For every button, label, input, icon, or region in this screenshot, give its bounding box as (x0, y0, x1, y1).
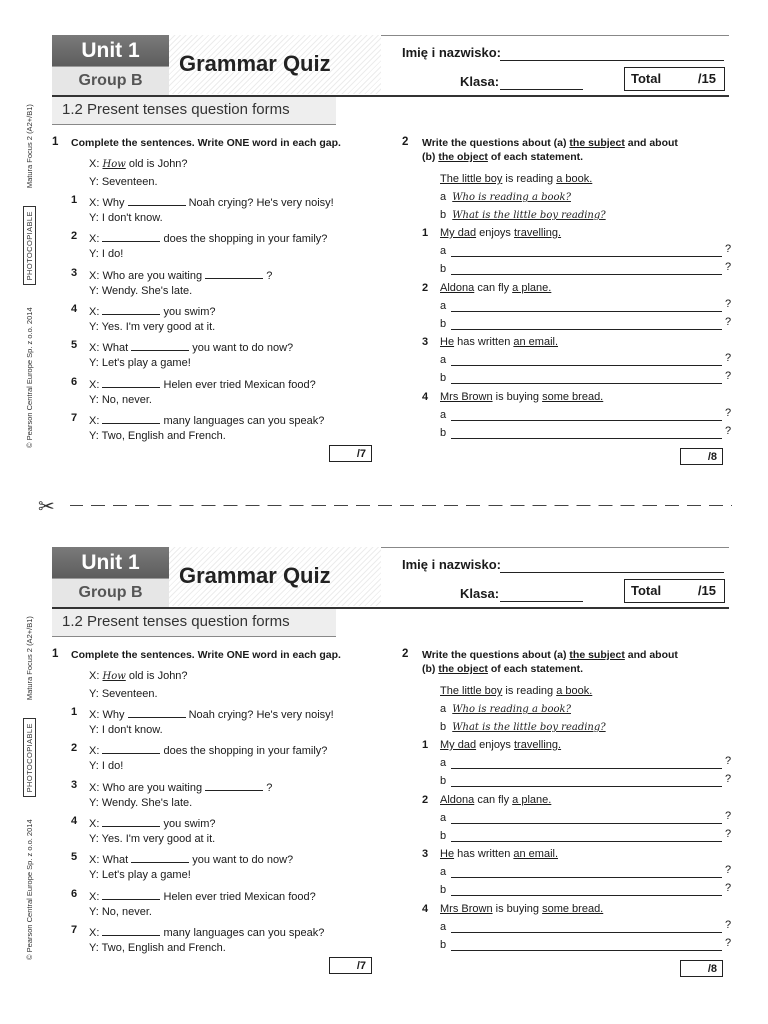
item-number: 1 (422, 227, 429, 239)
book-title: Matura Focus 2 (A2+/B1) (25, 616, 34, 701)
answer-blank[interactable] (102, 303, 160, 315)
question-line: X: Why Noah crying? He's very noisy! (89, 706, 334, 721)
name-label: Imię i nazwisko: (402, 557, 501, 572)
question-label-object: b (440, 263, 447, 275)
item-number: 3 (422, 336, 429, 349)
object-question-field[interactable] (451, 383, 722, 384)
reply-line: Y: I do! (89, 760, 124, 773)
question-mark: ? (725, 297, 732, 310)
question-label-object: b (440, 317, 447, 330)
exercise-2-instruction-line2: (b) the object of each statement. (422, 663, 584, 675)
group-label: Group B (52, 66, 169, 95)
example-statement: The little boy is reading a book. (440, 173, 593, 185)
answer-blank[interactable] (102, 815, 160, 827)
question-label-object: b (440, 884, 447, 897)
question-mark: ? (725, 773, 732, 785)
question-line: X: does the shopping in your family? (89, 742, 327, 757)
item-number: 4 (71, 814, 78, 827)
statement: My dad enjoys travelling. (440, 227, 562, 239)
side-credits (23, 616, 36, 960)
item-number: 2 (422, 793, 429, 806)
reply-line: Y: Two, English and French. (89, 429, 226, 442)
name-field[interactable] (500, 60, 724, 61)
exercise-1-score: /7 (329, 445, 372, 462)
example-statement: The little boy is reading a book. (440, 685, 593, 697)
item-number: 6 (71, 887, 78, 900)
item-number: 3 (71, 778, 78, 791)
subject-question-field[interactable] (451, 420, 722, 421)
question-mark: ? (725, 370, 732, 383)
question-label-object: b (440, 829, 447, 842)
subject-question-field[interactable] (451, 932, 722, 933)
statement: Mrs Brown is buying some bread. (440, 903, 604, 916)
exercise-1-number: 1 (52, 648, 59, 660)
photocopiable-label: PHOTOCOPIABLE (23, 206, 36, 285)
answer-blank[interactable] (102, 376, 160, 388)
section-title-text: 1.2 Present tenses question forms (62, 101, 290, 118)
question-mark: ? (725, 864, 732, 877)
total-value: /15 (697, 71, 716, 86)
question-line: X: many languages can you speak? (89, 924, 324, 939)
question-line: X: Who are you waiting ? (89, 267, 272, 282)
exercise-2-number: 2 (402, 136, 409, 148)
item-number: 2 (422, 281, 429, 294)
answer-blank[interactable] (205, 779, 263, 791)
total-score-box (624, 579, 725, 603)
class-label: Klasa: (460, 586, 500, 601)
answer-blank[interactable] (102, 412, 160, 424)
exercise-2-number: 2 (402, 648, 409, 660)
reply-line: Y: I don't know. (89, 724, 163, 736)
question-line: X: many languages can you speak? (89, 412, 324, 427)
copyright-text: © Pearson Central Europe Sp. z o.o. 2014 (25, 819, 34, 960)
object-question-field[interactable] (451, 329, 722, 330)
object-question-field[interactable] (451, 950, 722, 951)
answer-blank[interactable] (102, 230, 160, 242)
total-score-box (624, 67, 725, 91)
question-mark: ? (725, 882, 732, 895)
reply-line: Y: No, never. (89, 905, 152, 918)
unit-label: Unit 1 (52, 35, 169, 66)
question-mark: ? (725, 919, 732, 932)
example-answer: How (102, 671, 126, 682)
question-line: X: Helen ever tried Mexican food? (89, 376, 316, 391)
question-line: X: does the shopping in your family? (89, 230, 327, 245)
photocopiable-label: PHOTOCOPIABLE (23, 718, 36, 797)
item-number: 3 (71, 266, 78, 279)
subject-question-field[interactable] (451, 823, 722, 824)
subject-question-field[interactable] (451, 768, 722, 769)
example-subject-question: a Who is reading a book? (440, 703, 571, 715)
question-line: X: Who are you waiting ? (89, 779, 272, 794)
unit-label: Unit 1 (52, 547, 169, 578)
exercise-2-instruction-line2: (b) the object of each statement. (422, 151, 584, 163)
reply-line: Y: Yes. I'm very good at it. (89, 320, 216, 333)
question-mark: ? (725, 827, 732, 840)
exercise-1-score: /7 (329, 957, 372, 974)
quiz-sheet (0, 0, 768, 500)
reply-line: Y: Yes. I'm very good at it. (89, 832, 216, 845)
example-object-question: b What is the little boy reading? (440, 209, 606, 221)
reply-line: Y: I do! (89, 248, 124, 261)
class-label: Klasa: (460, 74, 500, 89)
answer-blank[interactable] (102, 888, 160, 900)
answer-blank[interactable] (128, 194, 186, 206)
question-line: X: What you want to do now? (89, 339, 293, 354)
total-label: Total (631, 583, 662, 598)
question-line: X: What you want to do now? (89, 851, 293, 866)
example-question: X: How old is John? (89, 670, 188, 682)
section-title (52, 609, 336, 637)
question-mark: ? (725, 425, 732, 438)
total-value: /15 (697, 583, 716, 598)
question-label-subject: a (440, 299, 447, 312)
item-number: 4 (422, 391, 429, 404)
example-question: X: How old is John? (89, 158, 188, 170)
class-field[interactable] (500, 601, 583, 602)
subject-question-field[interactable] (451, 311, 722, 312)
question-label-object: b (440, 372, 447, 385)
item-number: 1 (71, 194, 78, 206)
object-question-field[interactable] (451, 438, 722, 439)
statement: My dad enjoys travelling. (440, 739, 562, 751)
example-subject-question: a Who is reading a book? (440, 191, 571, 203)
answer-blank[interactable] (102, 924, 160, 936)
example-object-question: b What is the little boy reading? (440, 721, 606, 733)
answer-blank[interactable] (128, 706, 186, 718)
reply-line: Y: Let's play a game! (89, 869, 191, 882)
name-field[interactable] (500, 572, 724, 573)
answer-blank[interactable] (131, 851, 189, 863)
subject-question-field[interactable] (451, 877, 722, 878)
statement: Aldona can fly a plane. (440, 281, 552, 294)
question-mark: ? (725, 352, 732, 365)
question-mark: ? (725, 809, 732, 822)
object-question-field[interactable] (451, 786, 722, 787)
cut-line (70, 505, 732, 506)
question-label-object: b (440, 775, 447, 787)
example-answer: How (102, 159, 126, 170)
exercise-1-number: 1 (52, 136, 59, 148)
item-number: 2 (71, 742, 78, 755)
copyright-text: © Pearson Central Europe Sp. z o.o. 2014 (25, 307, 34, 448)
item-number: 3 (422, 848, 429, 861)
exercise-1-instruction: Complete the sentences. Write ONE word in each gap. (71, 137, 341, 149)
statement: Aldona can fly a plane. (440, 793, 552, 806)
question-label-subject: a (440, 811, 447, 824)
question-mark: ? (725, 755, 732, 767)
name-label: Imię i nazwisko: (402, 45, 501, 60)
question-label-subject: a (440, 921, 447, 934)
side-credits (23, 104, 36, 448)
question-label-subject: a (440, 409, 447, 422)
statement: He has written an email. (440, 336, 559, 349)
question-mark: ? (725, 243, 732, 255)
question-label-subject: a (440, 354, 447, 367)
item-number: 1 (71, 706, 78, 718)
object-question-field[interactable] (451, 895, 722, 896)
section-title (52, 97, 336, 125)
item-number: 5 (71, 851, 78, 864)
exercise-2-score: /8 (680, 960, 723, 977)
object-question-field[interactable] (451, 841, 722, 842)
quiz-sheet (0, 512, 768, 1012)
question-line: X: you swim? (89, 303, 215, 318)
statement: He has written an email. (440, 848, 559, 861)
page-title: Grammar Quiz (179, 563, 331, 588)
item-number: 6 (71, 375, 78, 388)
answer-blank[interactable] (102, 742, 160, 754)
question-label-object: b (440, 939, 447, 952)
reply-line: Y: No, never. (89, 393, 152, 406)
question-line: X: Why Noah crying? He's very noisy! (89, 194, 334, 209)
question-mark: ? (725, 407, 732, 420)
reply-line: Y: I don't know. (89, 212, 163, 224)
question-label-subject: a (440, 245, 447, 257)
example-reply: Y: Seventeen. (89, 688, 158, 700)
question-mark: ? (725, 261, 732, 273)
item-number: 4 (422, 903, 429, 916)
question-mark: ? (725, 937, 732, 950)
book-title: Matura Focus 2 (A2+/B1) (25, 104, 34, 189)
subject-question-field[interactable] (451, 365, 722, 366)
question-label-subject: a (440, 757, 447, 769)
question-label-subject: a (440, 866, 447, 879)
reply-line: Y: Wendy. She's late. (89, 284, 193, 297)
object-question-field[interactable] (451, 274, 722, 275)
question-line: X: you swim? (89, 815, 215, 830)
subject-question-field[interactable] (451, 256, 722, 257)
item-number: 1 (422, 739, 429, 751)
item-number: 7 (71, 923, 78, 936)
class-field[interactable] (500, 89, 583, 90)
total-label: Total (631, 71, 662, 86)
reply-line: Y: Let's play a game! (89, 357, 191, 370)
statement: Mrs Brown is buying some bread. (440, 391, 604, 404)
reply-line: Y: Wendy. She's late. (89, 796, 193, 809)
section-title-text: 1.2 Present tenses question forms (62, 613, 290, 630)
reply-line: Y: Two, English and French. (89, 941, 226, 954)
scissors-icon: ✂ (38, 496, 55, 518)
page-title: Grammar Quiz (179, 51, 331, 76)
example-reply: Y: Seventeen. (89, 176, 158, 188)
question-line: X: Helen ever tried Mexican food? (89, 888, 316, 903)
exercise-2-score: /8 (680, 448, 723, 465)
question-mark: ? (725, 315, 732, 328)
item-number: 7 (71, 411, 78, 424)
answer-blank[interactable] (205, 267, 263, 279)
item-number: 5 (71, 339, 78, 352)
question-label-object: b (440, 427, 447, 440)
exercise-1-instruction: Complete the sentences. Write ONE word in each gap. (71, 649, 341, 661)
group-label: Group B (52, 578, 169, 607)
exercise-2-instruction-line1: Write the questions about (a) the subject and about (422, 137, 678, 149)
item-number: 2 (71, 230, 78, 243)
exercise-2-instruction-line1: Write the questions about (a) the subject and about (422, 649, 678, 661)
answer-blank[interactable] (131, 339, 189, 351)
item-number: 4 (71, 302, 78, 315)
